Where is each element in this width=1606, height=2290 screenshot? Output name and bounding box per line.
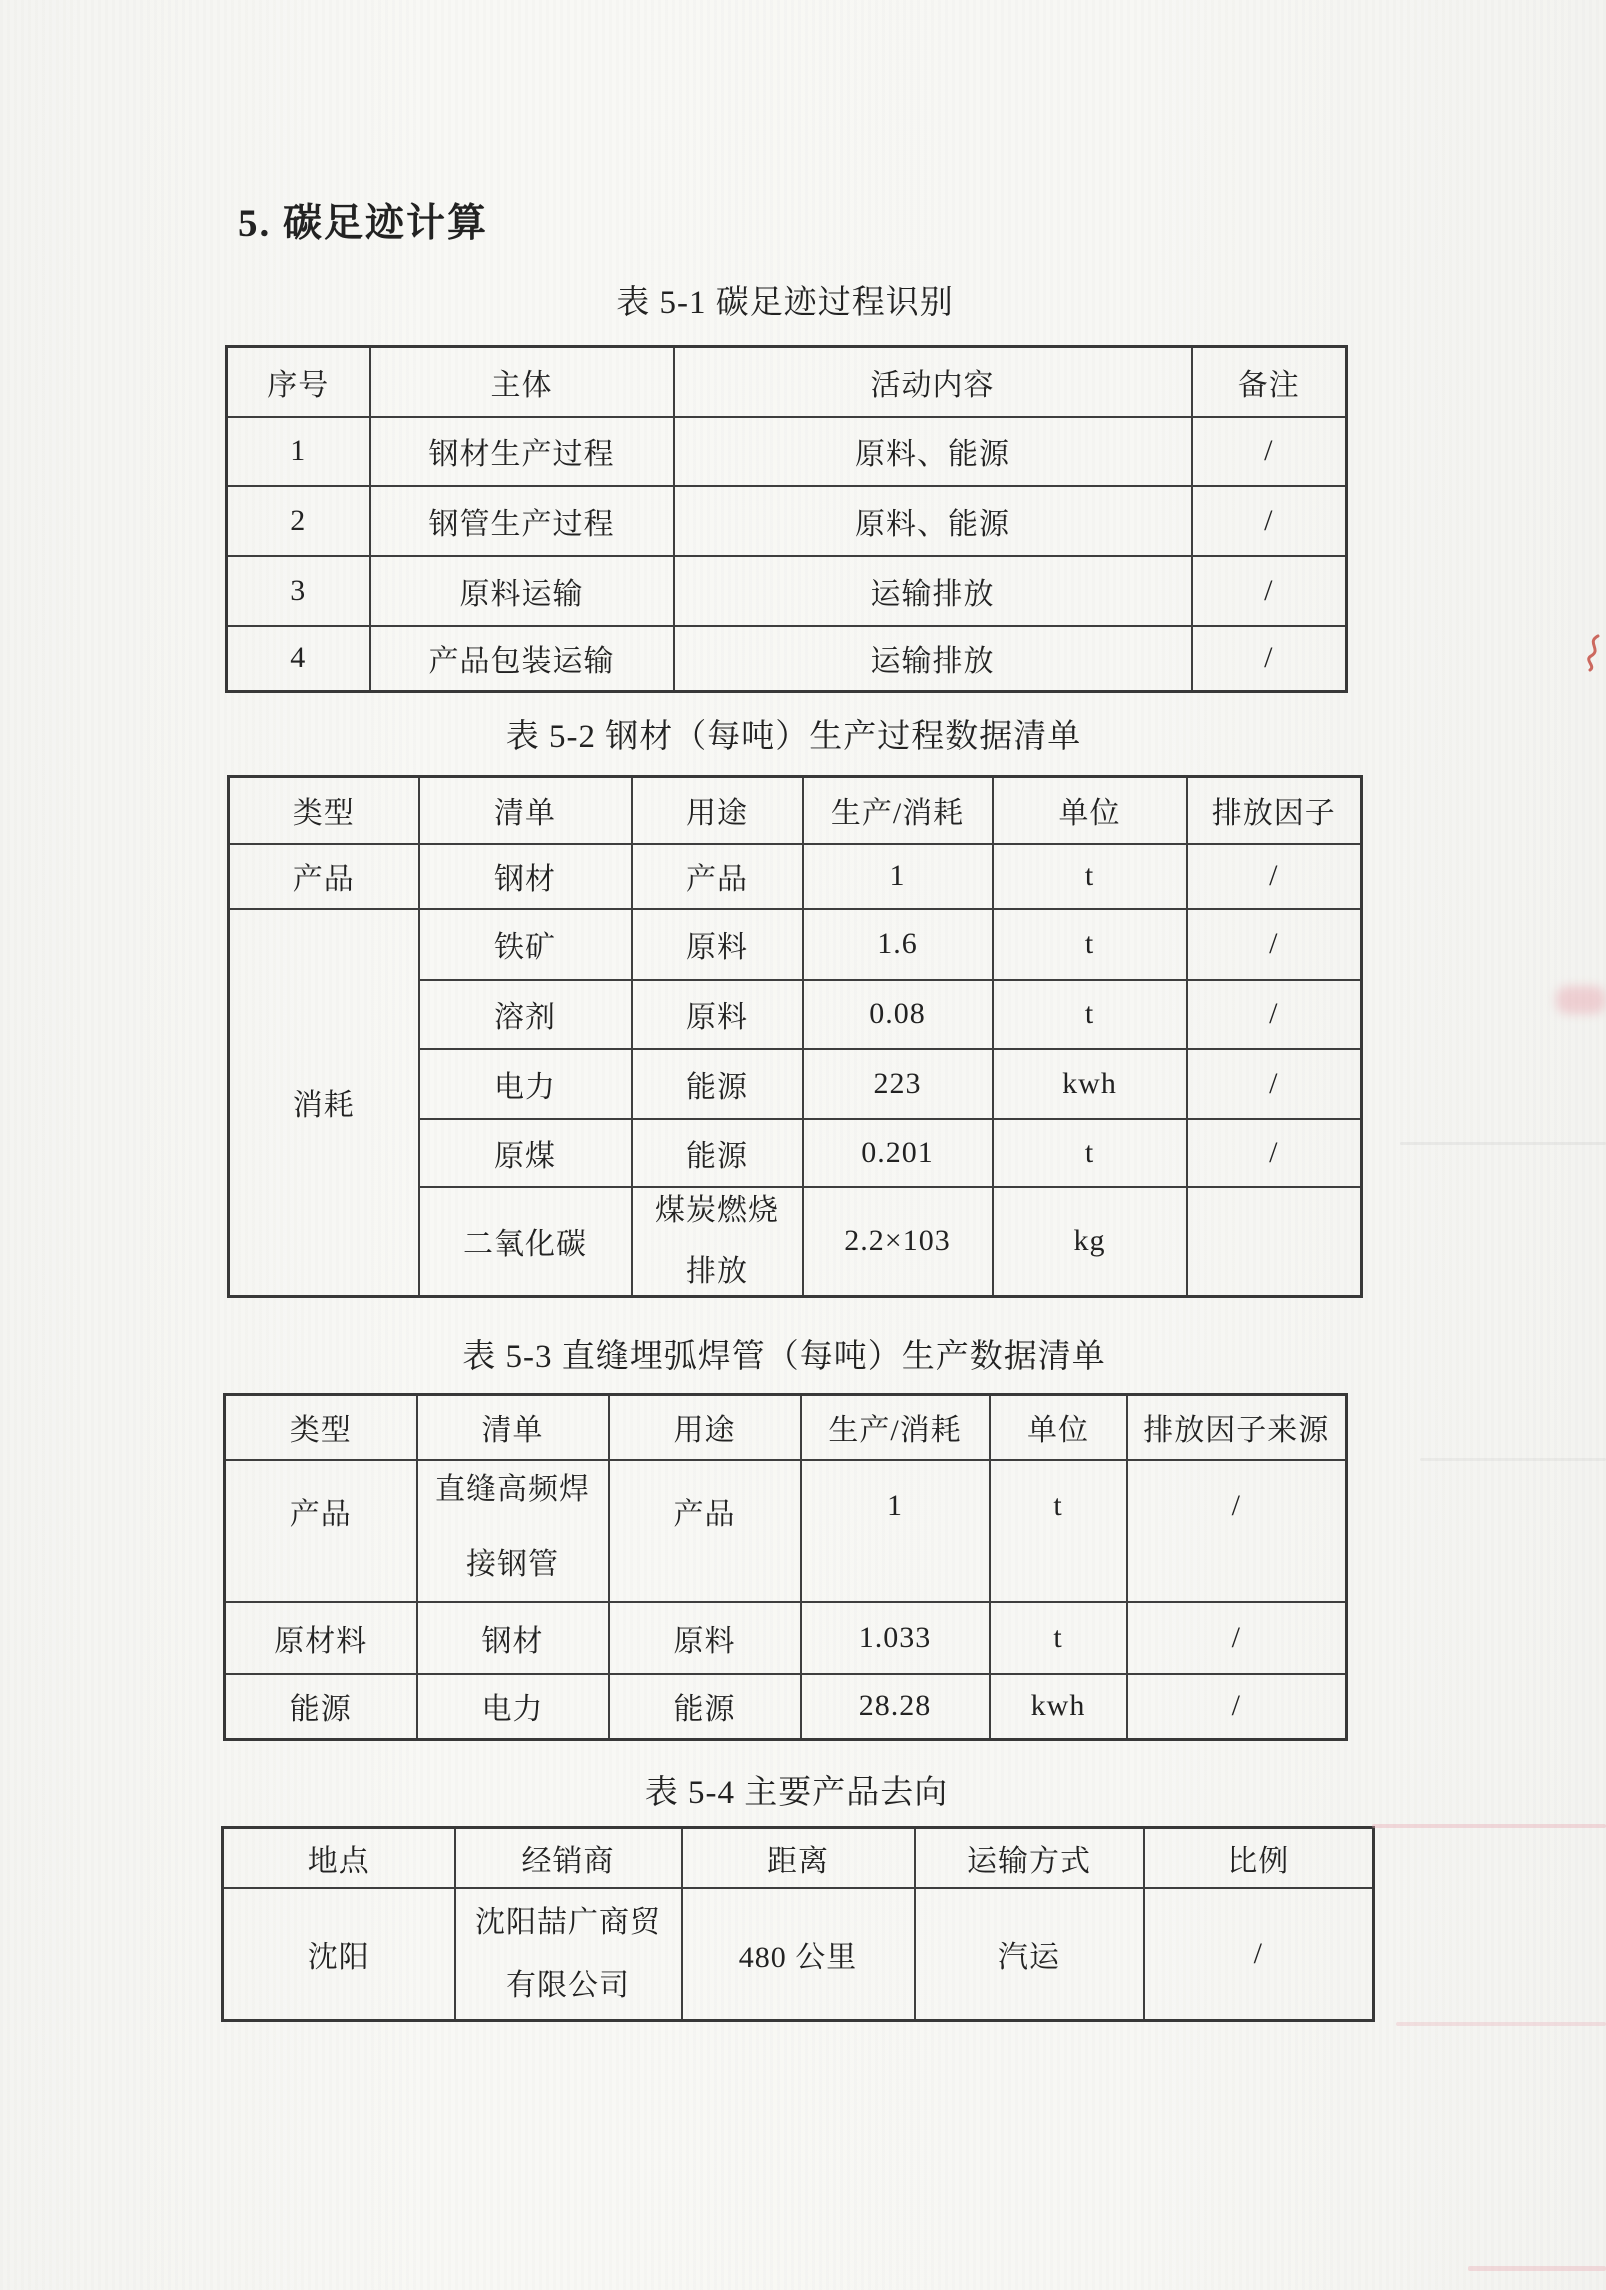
table-cell: / xyxy=(1187,1119,1362,1187)
column-header: 排放因子 xyxy=(1187,777,1362,844)
table-cell xyxy=(417,1460,609,1602)
table-cell: 原料、能源 xyxy=(674,417,1192,486)
red-pen-mark-path xyxy=(1589,636,1598,670)
gray-bleed-streak xyxy=(1420,1458,1606,1461)
table-cell: 4 xyxy=(227,626,370,692)
table-cell: / xyxy=(1187,980,1362,1049)
pink-smudge-artifact xyxy=(1556,986,1606,1014)
table-cell: t xyxy=(993,844,1187,909)
table-cell: 汽运 xyxy=(915,1888,1144,2021)
table-cell: 1.033 xyxy=(801,1602,990,1674)
table-cell: kg xyxy=(993,1187,1187,1297)
table-header-row xyxy=(229,777,1362,844)
table-row xyxy=(229,909,1362,980)
table-cell: t xyxy=(990,1460,1127,1602)
table-cell: 能源 xyxy=(632,1049,803,1119)
column-header: 经销商 xyxy=(455,1828,682,1888)
table-cell: / xyxy=(1192,417,1347,486)
pink-bleed-streak xyxy=(1468,2266,1606,2271)
table-cell: 运输排放 xyxy=(674,626,1192,692)
table-cell: / xyxy=(1187,909,1362,980)
table-cell: 钢管生产过程 xyxy=(370,486,674,556)
table-cell: 能源 xyxy=(225,1674,417,1740)
table-cell: 223 xyxy=(803,1049,993,1119)
red-pen-mark-artifact xyxy=(1582,634,1604,672)
table-cell: / xyxy=(1192,556,1347,626)
table-5-4-title: 表 5-4 主要产品去向 xyxy=(644,1775,949,1811)
table-cell: 运输排放 xyxy=(674,556,1192,626)
table-cell: 原料、能源 xyxy=(674,486,1192,556)
table-cell: 2.2×103 xyxy=(803,1187,993,1297)
table-cell: t xyxy=(993,980,1187,1049)
table-cell xyxy=(632,1187,803,1297)
table-5-2 xyxy=(227,775,1363,1298)
table-5-3-title: 表 5-3 直缝埋弧焊管（每吨）生产数据清单 xyxy=(462,1339,1106,1375)
table-cell: 原料 xyxy=(632,980,803,1049)
table-cell: / xyxy=(1127,1460,1347,1602)
table-cell: kwh xyxy=(990,1674,1127,1740)
table-cell: 产品 xyxy=(632,844,803,909)
table-cell: 2 xyxy=(227,486,370,556)
column-header: 备注 xyxy=(1192,347,1347,417)
section-heading: 5. 碳足迹计算 xyxy=(238,202,489,245)
table-cell: 原料 xyxy=(632,909,803,980)
column-header: 排放因子来源 xyxy=(1127,1395,1347,1460)
table-cell: 原煤 xyxy=(419,1119,632,1187)
column-header: 生产/消耗 xyxy=(801,1395,990,1460)
pink-bleed-streak xyxy=(1372,1824,1606,1828)
cell-line: 煤炭燃烧 xyxy=(655,1194,779,1228)
table-header-row xyxy=(225,1395,1347,1460)
column-header: 主体 xyxy=(370,347,674,417)
cell-line: 接钢管 xyxy=(466,1547,559,1581)
column-header: 清单 xyxy=(417,1395,609,1460)
table-cell: / xyxy=(1127,1602,1347,1674)
table-cell xyxy=(455,1888,682,2021)
table-cell: 3 xyxy=(227,556,370,626)
table-cell: 1.6 xyxy=(803,909,993,980)
table-cell: / xyxy=(1187,1049,1362,1119)
table-cell: 能源 xyxy=(632,1119,803,1187)
table-cell: / xyxy=(1192,486,1347,556)
column-header: 比例 xyxy=(1144,1828,1374,1888)
cell-line: 排放 xyxy=(686,1255,748,1289)
table-cell: 能源 xyxy=(609,1674,801,1740)
table-row xyxy=(227,556,1347,626)
column-header: 类型 xyxy=(225,1395,417,1460)
table-row xyxy=(229,844,1362,909)
table-5-2-title: 表 5-2 钢材（每吨）生产过程数据清单 xyxy=(505,719,1082,755)
column-header: 用途 xyxy=(632,777,803,844)
table-cell: / xyxy=(1127,1674,1347,1740)
table-row xyxy=(227,486,1347,556)
table-cell: 28.28 xyxy=(801,1674,990,1740)
column-header: 类型 xyxy=(229,777,419,844)
table-cell: / xyxy=(1144,1888,1374,2021)
column-header: 用途 xyxy=(609,1395,801,1460)
table-cell: 480 公里 xyxy=(682,1888,915,2021)
table-cell: 钢材生产过程 xyxy=(370,417,674,486)
table-cell: 1 xyxy=(227,417,370,486)
column-header: 距离 xyxy=(682,1828,915,1888)
merged-type-cell: 消耗 xyxy=(229,909,419,1297)
table-row xyxy=(227,417,1347,486)
table-header-row xyxy=(227,347,1347,417)
table-row xyxy=(225,1602,1347,1674)
table-cell: 1 xyxy=(803,844,993,909)
table-cell: 钢材 xyxy=(417,1602,609,1674)
table-cell: 0.08 xyxy=(803,980,993,1049)
table-cell: 电力 xyxy=(417,1674,609,1740)
column-header: 活动内容 xyxy=(674,347,1192,417)
column-header: 地点 xyxy=(223,1828,455,1888)
cell-line: 直缝高频焊 xyxy=(435,1472,590,1506)
table-cell: 1 xyxy=(801,1460,990,1602)
table-cell: t xyxy=(990,1602,1127,1674)
column-header: 运输方式 xyxy=(915,1828,1144,1888)
table-cell: 溶剂 xyxy=(419,980,632,1049)
table-cell: t xyxy=(993,1119,1187,1187)
table-cell: / xyxy=(1187,844,1362,909)
table-cell: 产品包装运输 xyxy=(370,626,674,692)
table-row xyxy=(225,1674,1347,1740)
table-cell: 产品 xyxy=(609,1460,801,1602)
pink-bleed-streak xyxy=(1396,2022,1606,2026)
table-cell: 原料运输 xyxy=(370,556,674,626)
table-cell: 原材料 xyxy=(225,1602,417,1674)
table-cell: kwh xyxy=(993,1049,1187,1119)
table-5-1 xyxy=(225,345,1348,693)
table-cell: t xyxy=(993,909,1187,980)
table-cell: 二氧化碳 xyxy=(419,1187,632,1297)
table-cell: / xyxy=(1192,626,1347,692)
column-header: 单位 xyxy=(990,1395,1127,1460)
table-cell xyxy=(1187,1187,1362,1297)
table-5-3 xyxy=(223,1393,1348,1741)
table-cell: 产品 xyxy=(225,1460,417,1602)
table-5-1-title: 表 5-1 碳足迹过程识别 xyxy=(616,285,954,321)
table-row xyxy=(225,1460,1347,1602)
table-row xyxy=(227,626,1347,692)
table-cell: 产品 xyxy=(229,844,419,909)
gray-bleed-streak xyxy=(1400,1142,1606,1145)
table-cell: 电力 xyxy=(419,1049,632,1119)
table-cell: 沈阳 xyxy=(223,1888,455,2021)
table-row xyxy=(223,1888,1374,2021)
table-cell: 0.201 xyxy=(803,1119,993,1187)
column-header: 生产/消耗 xyxy=(803,777,993,844)
column-header: 序号 xyxy=(227,347,370,417)
cell-line: 沈阳喆广商贸 xyxy=(475,1905,661,1939)
column-header: 清单 xyxy=(419,777,632,844)
cell-line: 有限公司 xyxy=(506,1968,630,2002)
table-cell: 铁矿 xyxy=(419,909,632,980)
table-header-row xyxy=(223,1828,1374,1888)
table-cell: 原料 xyxy=(609,1602,801,1674)
table-5-4 xyxy=(221,1826,1375,2022)
table-cell: 钢材 xyxy=(419,844,632,909)
column-header: 单位 xyxy=(993,777,1187,844)
